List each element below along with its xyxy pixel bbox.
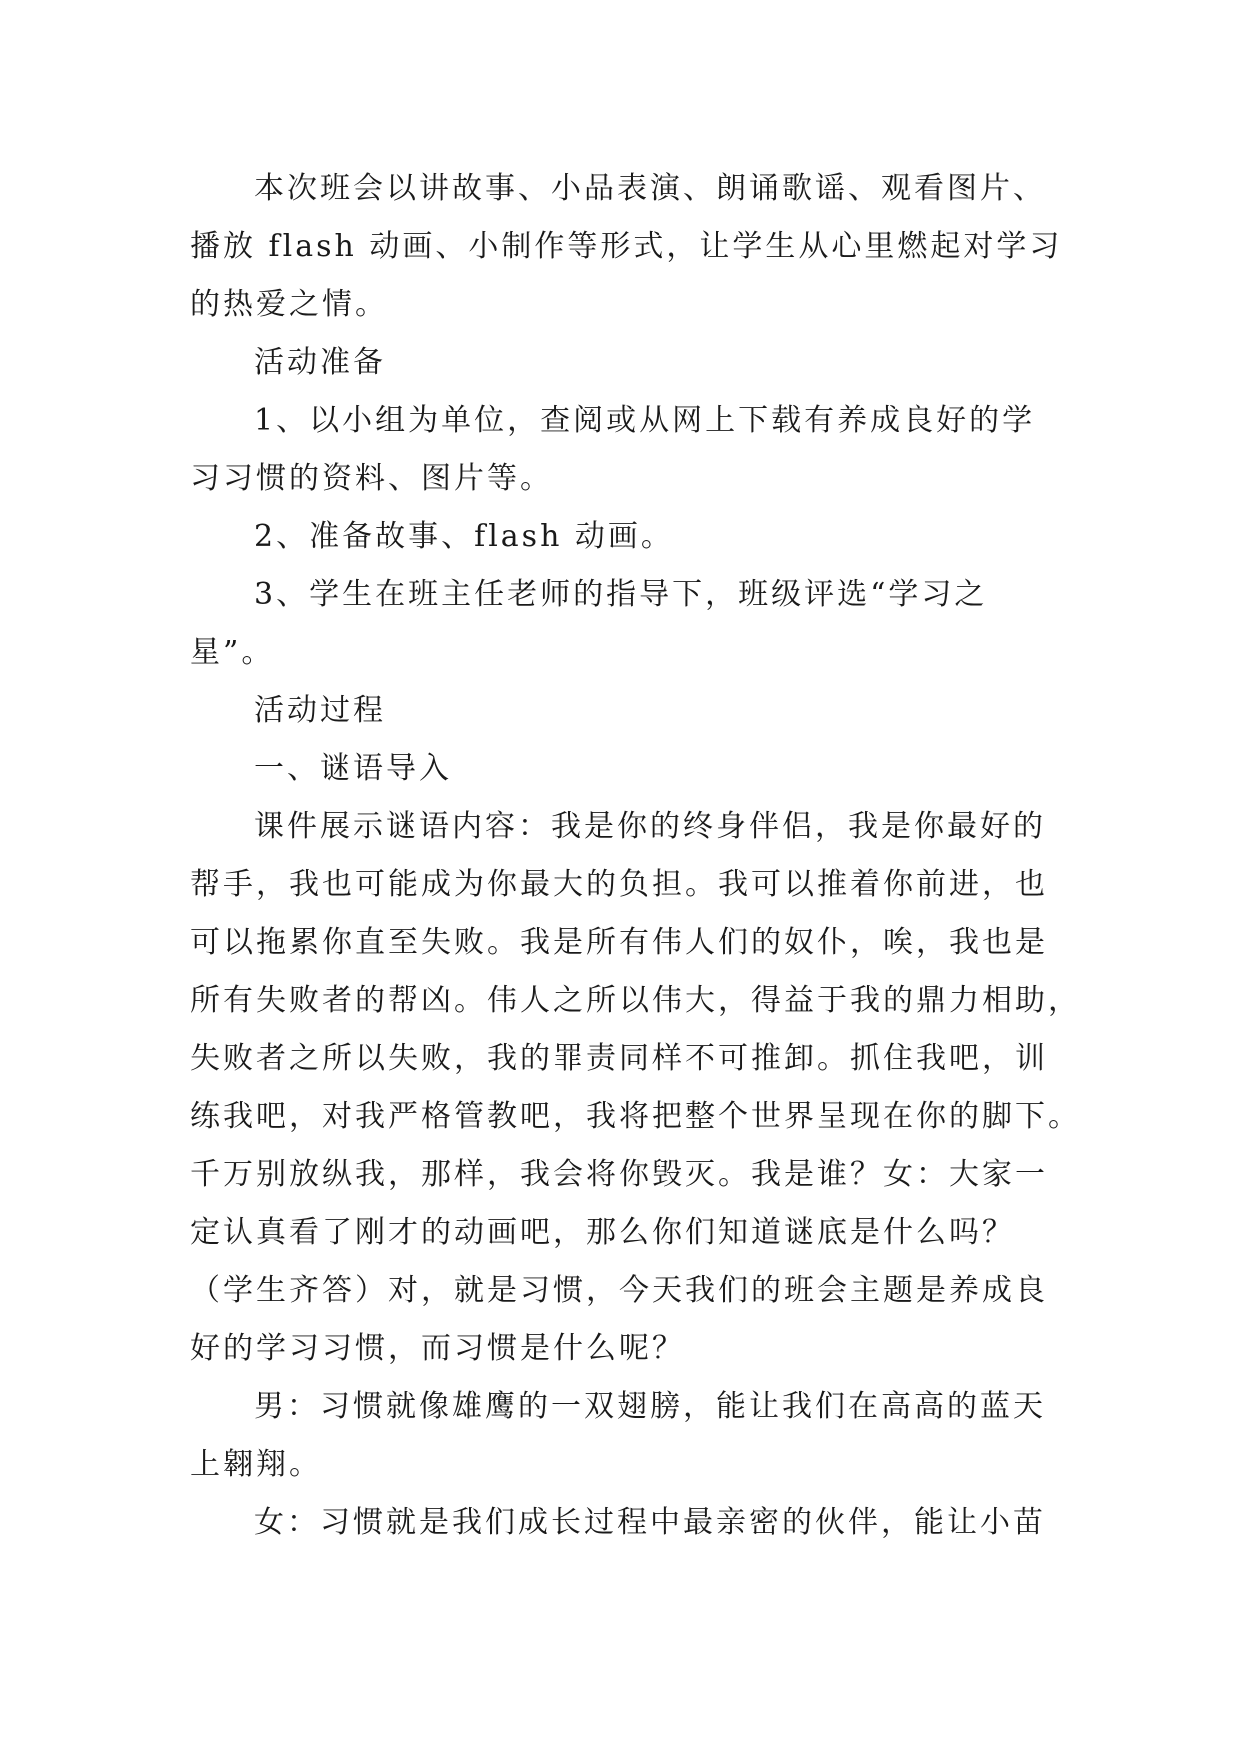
text-line: 男：习惯就像雄鹰的一双翅膀，能让我们在高高的蓝天 [254, 1389, 1046, 1424]
text-line: 的热爱之情。 [190, 287, 388, 322]
text-line: 女：习惯就是我们成长过程中最亲密的伙伴，能让小苗 [254, 1505, 1046, 1540]
text-line: 帮手，我也可能成为你最大的负担。我可以推着你前进，也 [190, 867, 1048, 902]
text-line: 播放 flash 动画、小制作等形式，让学生从心里燃起对学习 [190, 229, 1063, 264]
text-line: 失败者之所以失败，我的罪责同样不可推卸。抓住我吧，训 [190, 1041, 1048, 1076]
text-line: 习习惯的资料、图片等。 [190, 461, 553, 496]
text-line: 活动准备 [254, 345, 386, 380]
text-line: 课件展示谜语内容：我是你的终身伴侣，我是你最好的 [254, 809, 1046, 844]
text-line: （学生齐答）对，就是习惯，今天我们的班会主题是养成良 [190, 1273, 1048, 1308]
text-line: 上翱翔。 [190, 1447, 322, 1482]
text-line: 可以拖累你直至失败。我是所有伟人们的奴仆，唉，我也是 [190, 925, 1048, 960]
text-line: 定认真看了刚才的动画吧，那么你们知道谜底是什么吗？ [190, 1215, 1015, 1250]
text-line: 活动过程 [254, 693, 386, 728]
text-line: 本次班会以讲故事、小品表演、朗诵歌谣、观看图片、 [254, 171, 1046, 206]
text-line: 星”。 [190, 635, 275, 670]
text-line: 3、学生在班主任老师的指导下，班级评选“学习之 [254, 577, 988, 612]
text-line: 1、以小组为单位，查阅或从网上下载有养成良好的学 [254, 403, 1036, 438]
text-line: 千万别放纵我，那样，我会将你毁灭。我是谁？女：大家一 [190, 1157, 1048, 1192]
text-line: 一、谜语导入 [254, 751, 452, 786]
text-line: 2、准备故事、flash 动画。 [254, 519, 674, 554]
text-line: 好的学习习惯，而习惯是什么呢？ [190, 1331, 685, 1366]
document-body [190, 160, 1081, 1552]
text-line: 所有失败者的帮凶。伟人之所以伟大，得益于我的鼎力相助， [190, 983, 1081, 1018]
text-line: 练我吧，对我严格管教吧，我将把整个世界呈现在你的脚下。 [190, 1099, 1081, 1134]
